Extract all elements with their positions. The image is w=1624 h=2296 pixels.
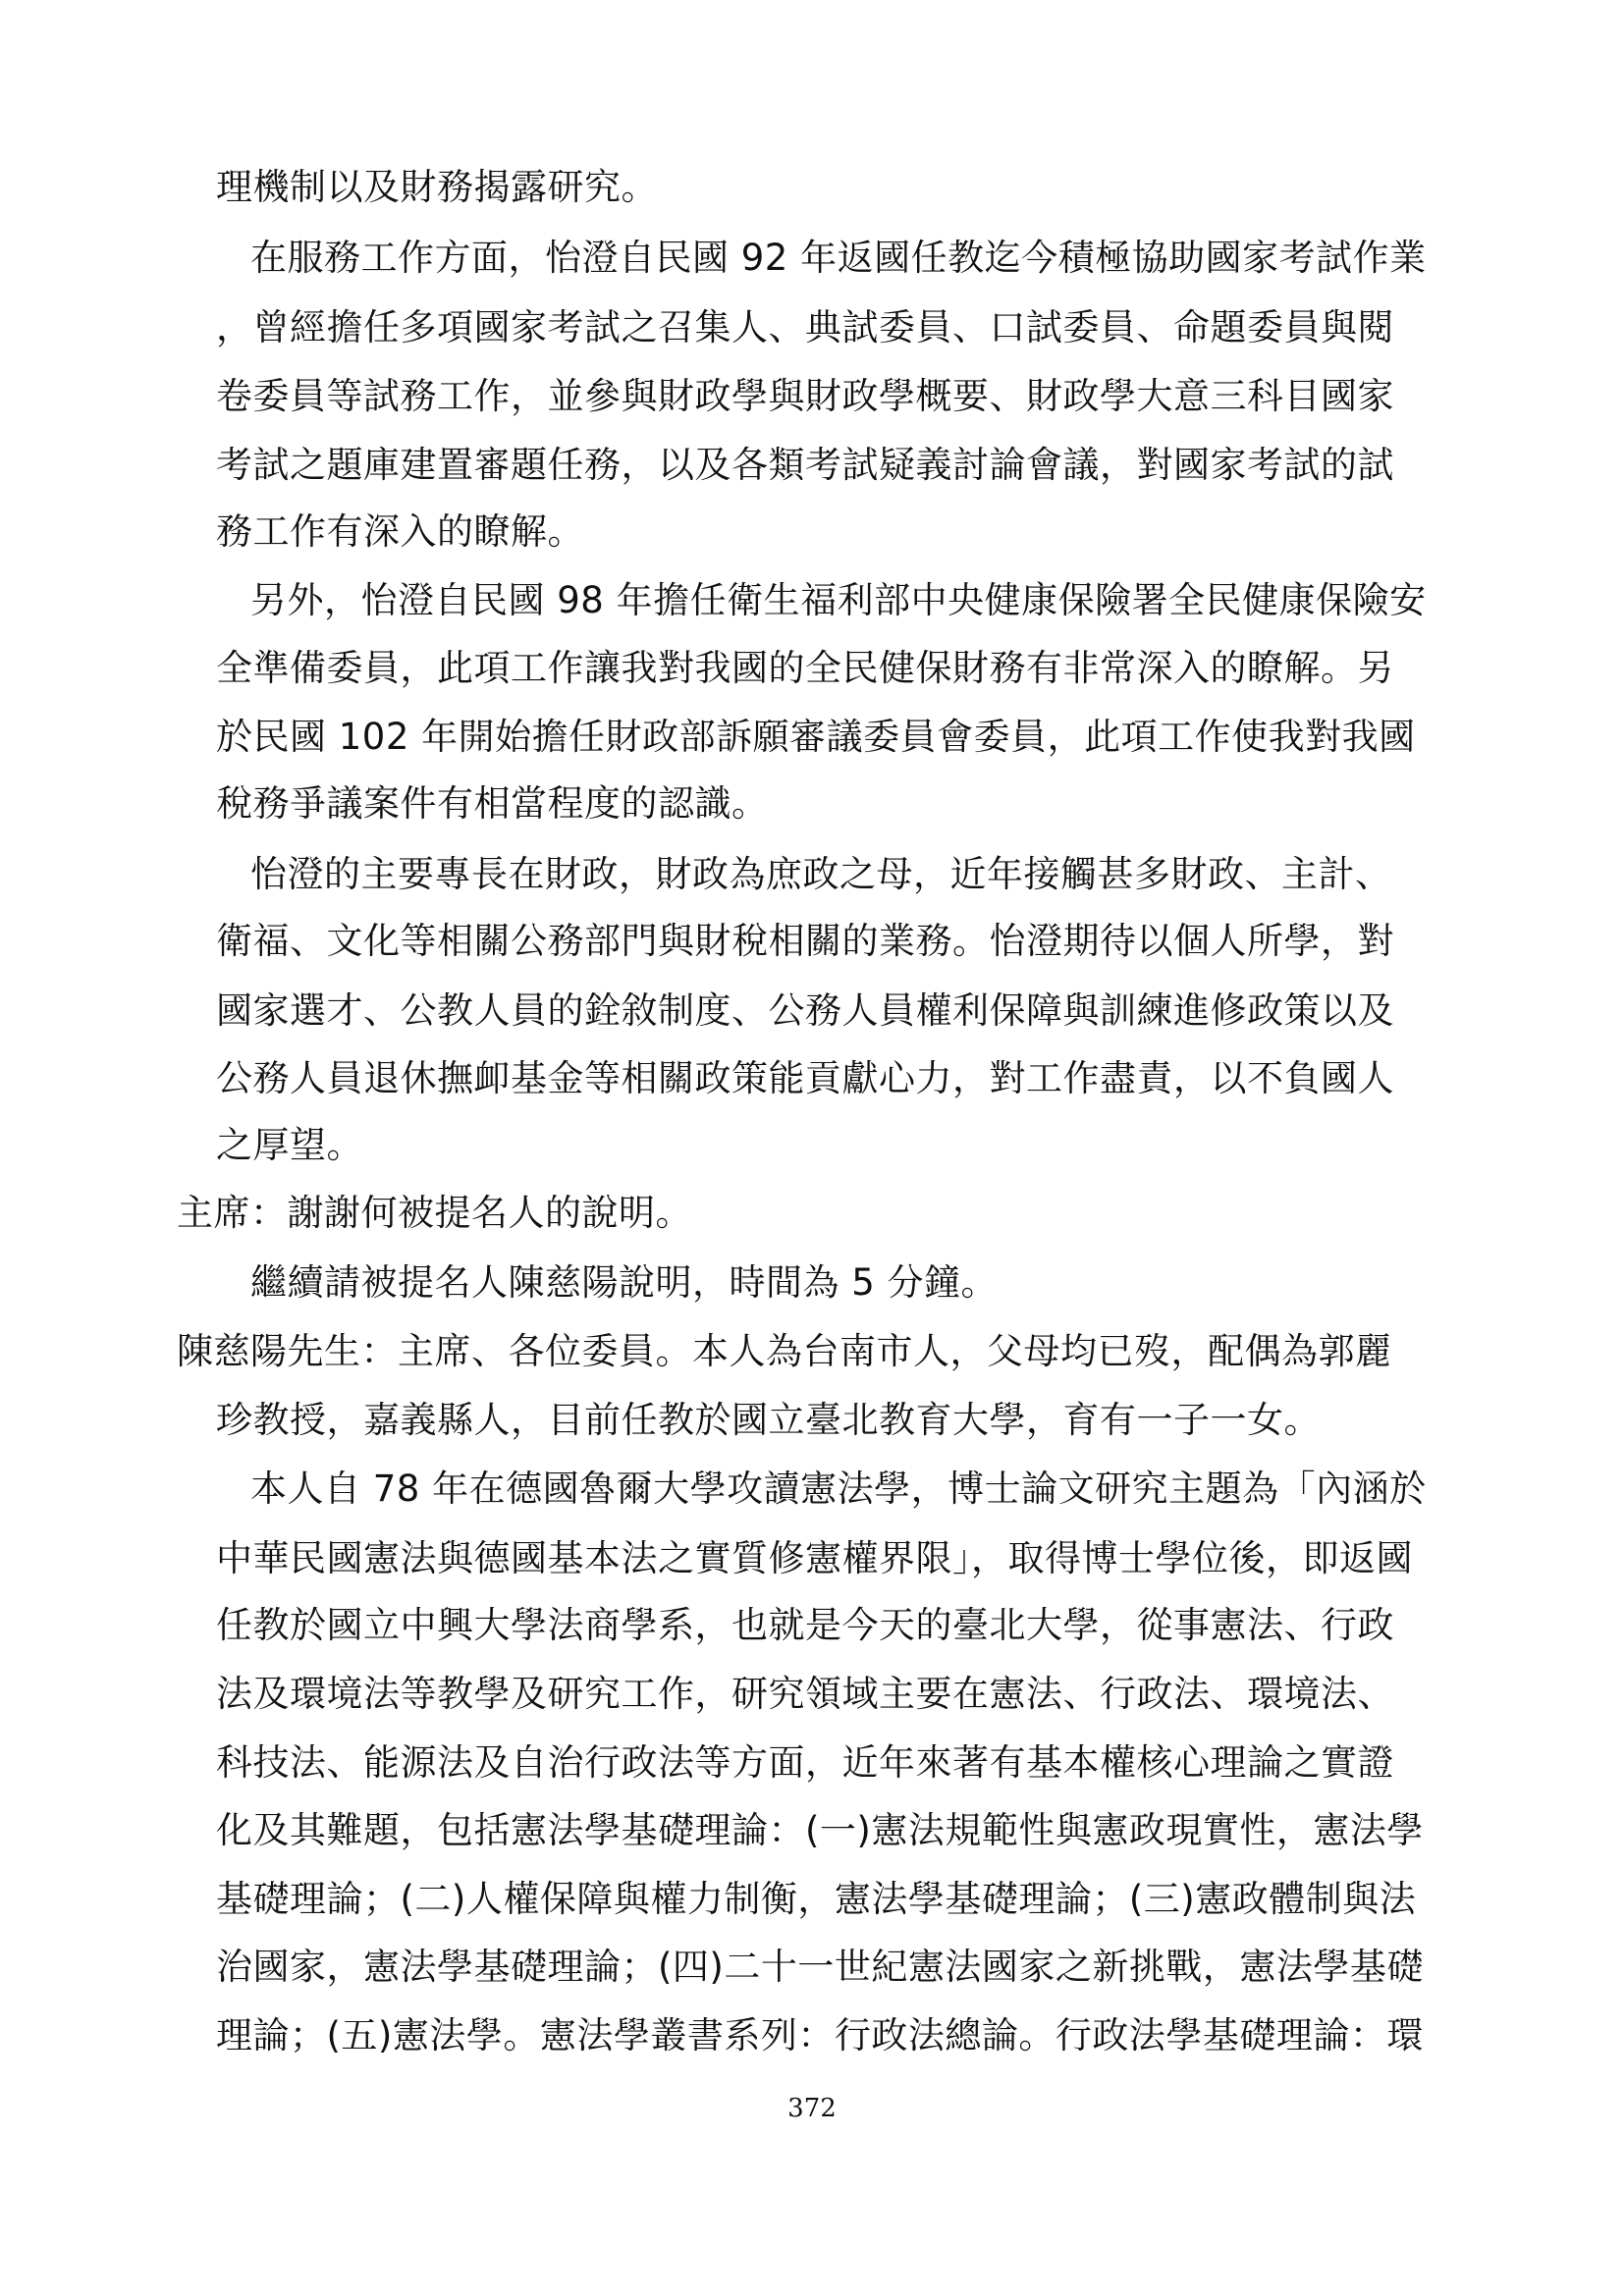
text-line: 全準備委員，此項工作讓我對我國的全民健保財務有非常深入的瞭解。另 (216, 647, 1394, 689)
text-line: 卷委員等試務工作，並參與財政學與財政學概要、財政學大意三科目國家 (216, 375, 1394, 417)
text-line: 理論；(五)憲法學。憲法學叢書系列：行政法總論。行政法學基礎理論：環 (216, 2014, 1424, 2056)
text-line: 之厚望。 (216, 1124, 363, 1166)
text-line: 化及其難題，包括憲法學基礎理論：(一)憲法規範性與憲政現實性，憲法學 (216, 1809, 1424, 1851)
text-line: 法及環境法等教學及研究工作，研究領域主要在憲法、行政法、環境法、 (216, 1673, 1394, 1715)
text-line: 公務人員退休撫卹基金等相關政策能貢獻心力，對工作盡責，以不負國人 (216, 1057, 1394, 1099)
text-line: 國家選才、公教人員的銓敘制度、公務人員權利保障與訓練進修政策以及 (216, 989, 1394, 1032)
text-line: 於民國 102 年開始擔任財政部訴願審議委員會委員，此項工作使我對我國 (216, 716, 1416, 758)
text-line: 治國家，憲法學基礎理論；(四)二十一世紀憲法國家之新挑戰，憲法學基礎 (216, 1946, 1424, 1988)
text-line: 另外，怡澄自民國 98 年擔任衛生福利部中央健康保險署全民健康保險安 (250, 579, 1427, 621)
speaker-line: 主席：謝謝何被提名人的說明。 (177, 1192, 692, 1234)
text-line: 中華民國憲法與德國基本法之實質修憲權界限」，取得博士學位後，即返國 (216, 1537, 1413, 1579)
text-line: 務工作有深入的瞭解。 (216, 510, 584, 553)
speaker-line: 陳慈陽先生：主席、各位委員。本人為台南市人，父母均已歿，配偶為郭麗 (177, 1330, 1392, 1372)
text-line: 考試之題庫建置審題任務，以及各類考試疑義討論會議，對國家考試的試 (216, 444, 1394, 486)
text-line: 本人自 78 年在德國魯爾大學攻讀憲法學，博士論文研究主題為「內涵於 (250, 1468, 1427, 1510)
text-line: 基礎理論；(二)人權保障與權力制衡，憲法學基礎理論；(三)憲政體制與法 (216, 1878, 1417, 1920)
text-line: 任教於國立中興大學法商學系，也就是今天的臺北大學，從事憲法、行政 (216, 1604, 1394, 1646)
text-line: ，曾經擔任多項國家考試之召集人、典試委員、口試委員、命題委員與閱 (216, 306, 1394, 348)
text-line: 科技法、能源法及自治行政法等方面，近年來著有基本權核心理論之實證 (216, 1741, 1394, 1784)
text-line: 怡澄的主要專長在財政，財政為庶政之母，近年接觸甚多財政、主計、 (250, 853, 1392, 895)
text-line: 稅務爭議案件有相當程度的認識。 (216, 782, 769, 825)
text-line: 珍教授，嘉義縣人，目前任教於國立臺北教育大學，育有一子一女。 (216, 1399, 1321, 1441)
text-line: 在服務工作方面，怡澄自民國 92 年返國任教迄今積極協助國家考試作業 (250, 237, 1427, 279)
text-line: 衛福、文化等相關公務部門與財稅相關的業務。怡澄期待以個人所學，對 (216, 920, 1394, 962)
text-line: 繼續請被提名人陳慈陽說明，時間為 5 分鐘。 (250, 1261, 999, 1304)
text-line: 理機制以及財務揭露研究。 (216, 166, 658, 208)
page-number: 372 (787, 2094, 837, 2123)
